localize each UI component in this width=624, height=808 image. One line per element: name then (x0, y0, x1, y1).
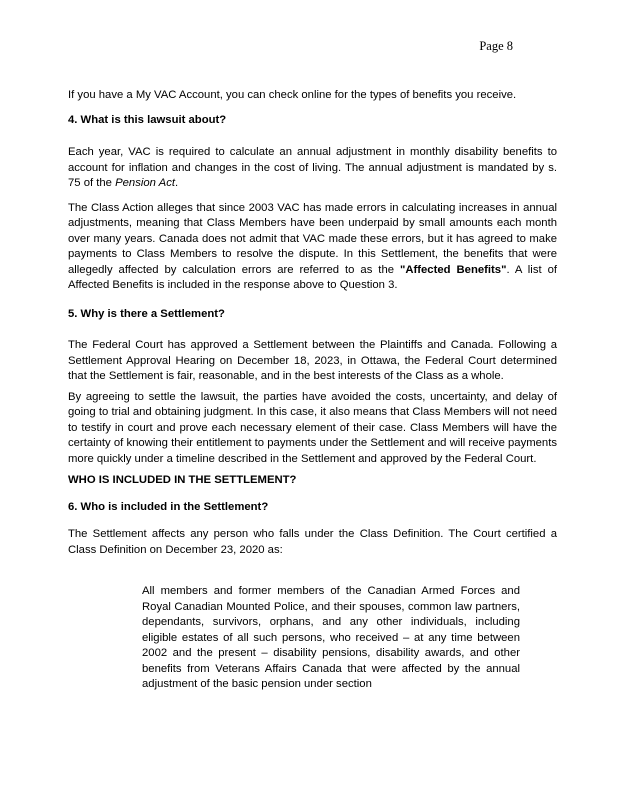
heading-question-5: 5. Why is there a Settlement? (68, 307, 225, 320)
heading-who-is-included-section: WHO IS INCLUDED IN THE SETTLEMENT? (68, 474, 297, 486)
heading-question-6: 6. Who is included in the Settlement? (68, 500, 269, 513)
paragraph-annual-adjustment: Each year, VAC is required to calculate an annual adjustment in monthly disability benefits to account for inflation and changes in the cost of living. The annual adjustment is mandated by s. 75 of the Pension Act. (68, 146, 557, 189)
paragraph-myvac-account: If you have a My VAC Account, you can check online for the types of benefits you receive. (68, 89, 517, 101)
heading-question-4: 4. What is this lawsuit about? (68, 113, 227, 126)
paragraph-by-agreeing-to-settle: By agreeing to settle the lawsuit, the parties have avoided the costs, uncertainty, and delay of going to trial and obtaining judgment. In this case, it also means that Class Members will not need to testify in court and prove each necessary element of their case. Class Members will have the certainty of knowing their entitlement to payments under the Settlement and will receive payments more quickly under a timeline described in the Settlement and approved by the Federal Court. (68, 390, 557, 465)
blockquote-class-definition: All members and former members of the Canadian Armed Forces and Royal Canadian Mounted Police, and their spouses, common law partners, dependants, survivors, orphans, and any other individuals, including eligible estates of all such persons, who received – at any time between 2002 and the present – disability pensions, disability awards, and other benefits from Veterans Affairs Canada that were affected by the annual adjustment of the basic pension under section (142, 585, 520, 690)
page-content (68, 0, 557, 693)
paragraph-federal-court-approval: The Federal Court has approved a Settlement between the Plaintiffs and Canada. Following a Settlement Approval Hearing on December 18, 2023, in Ottawa, the Federal Court determined that the Settlement is fair, reasonable, and in the best interests of the Class as a whole. (68, 339, 557, 382)
paragraph-class-action: The Class Action alleges that since 2003 VAC has made errors in calculating increases in annual adjustments, meaning that Class Members have been underpaid by small amounts each month over many years. Canada does not admit that VAC made these errors, but it has agreed to make payments to Class Members to resolve the dispute. In this Settlement, the benefits that were allegedly affected by calculation errors are referred to as the "Affected Benefits". A list of Affected Benefits is included in the response above to Question 3. (68, 201, 557, 291)
paragraph-class-definition-intro: The Settlement affects any person who falls under the Class Definition. The Court certified a Class Definition on December 23, 2020 as: (68, 528, 557, 556)
page-number: Page 8 (479, 39, 513, 53)
